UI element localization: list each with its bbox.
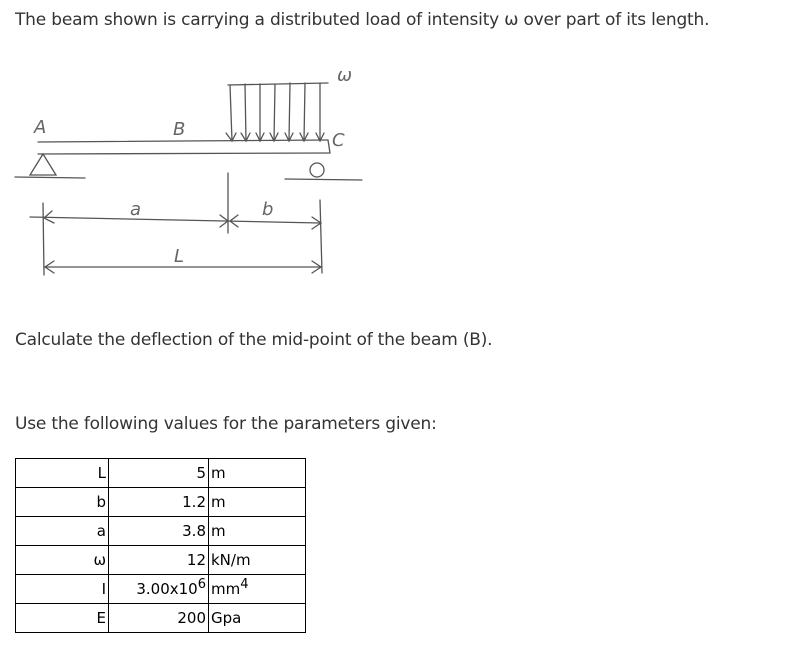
param-unit: [209, 546, 306, 575]
param-value-text: 3.8: [182, 522, 206, 540]
label-a-point: A: [34, 117, 47, 138]
param-value: [109, 546, 209, 575]
table-row: [16, 517, 306, 546]
param-value-text: 12: [186, 551, 206, 569]
distributed-load-arrows: [226, 83, 324, 141]
param-unit-text: Gpa: [211, 609, 242, 627]
param-unit-text: m: [211, 464, 226, 482]
param-value-text: 3.00x10: [136, 580, 198, 598]
roller-support-icon: [285, 163, 362, 180]
param-value: [109, 488, 209, 517]
question-text: Calculate the deflection of the mid-point of the beam (B).: [15, 330, 493, 350]
param-unit-text: kN/m: [211, 551, 251, 569]
values-intro-text: Use the following values for the parameters given:: [15, 414, 437, 434]
param-symbol: b: [16, 488, 109, 517]
label-l-length: L: [174, 246, 185, 267]
distributed-load-top: [228, 83, 328, 85]
table-row: [16, 604, 306, 633]
param-symbol: a: [16, 517, 109, 546]
label-a-length: a: [130, 199, 142, 220]
param-value: [109, 459, 209, 488]
param-symbol: ω: [16, 546, 109, 575]
param-unit-text: mm: [211, 580, 241, 598]
param-value-text: 200: [177, 609, 206, 627]
table-row: [16, 575, 306, 604]
param-symbol: E: [16, 604, 109, 633]
label-b-point: B: [173, 119, 186, 140]
param-value-text: 1.2: [182, 493, 206, 511]
param-value-exponent: 6: [197, 577, 206, 592]
param-value-text: 5: [196, 464, 206, 482]
param-value: [109, 575, 209, 604]
param-unit: [209, 488, 306, 517]
table-row: [16, 488, 306, 517]
param-unit: [209, 575, 306, 604]
label-c-point: C: [332, 130, 345, 151]
param-symbol: I: [16, 575, 109, 604]
table-row: [16, 546, 306, 575]
param-unit: [209, 459, 306, 488]
table-row: [16, 459, 306, 488]
param-symbol: L: [16, 459, 109, 488]
beam-diagram: [10, 55, 380, 280]
param-unit-text: m: [211, 522, 226, 540]
beam-bottom-edge: [38, 153, 330, 154]
param-unit-exponent: 4: [240, 577, 249, 592]
param-unit-text: m: [211, 493, 226, 511]
problem-intro: The beam shown is carrying a distributed load of intensity ω over part of its length.: [15, 10, 710, 30]
label-b-length: b: [262, 199, 274, 220]
label-load-intensity: ω: [337, 65, 353, 86]
pin-support-icon: [15, 154, 85, 178]
parameters-table: [15, 458, 306, 633]
param-unit: [209, 517, 306, 546]
param-value: [109, 517, 209, 546]
param-unit: [209, 604, 306, 633]
beam-top-edge: [38, 140, 328, 142]
param-value: [109, 604, 209, 633]
